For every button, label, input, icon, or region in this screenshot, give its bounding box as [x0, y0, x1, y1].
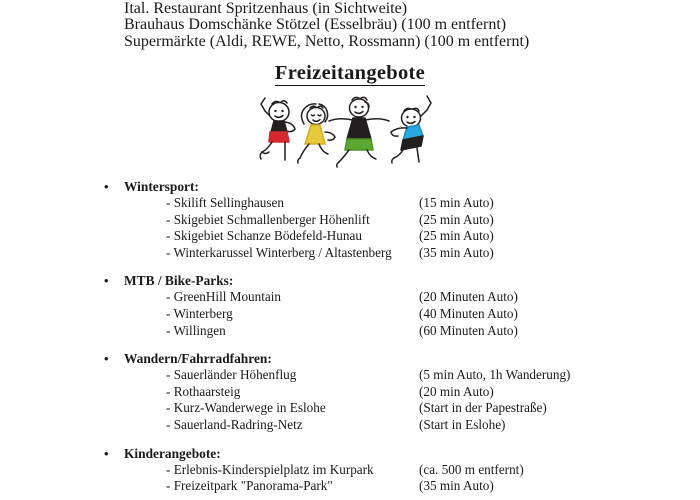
stick-figures-svg	[241, 92, 453, 170]
item-name: - Erlebnis-Kinderspielplatz im Kurpark	[166, 461, 374, 477]
list-item	[0, 384, 700, 401]
page-title	[0, 62, 700, 85]
list-item	[0, 212, 700, 229]
top-entries-block	[124, 0, 664, 49]
bullet-icon: •	[104, 445, 109, 461]
item-name: - Skigebiet Schanze Bödefeld-Hunau	[166, 228, 362, 244]
list-item	[0, 306, 700, 323]
section-header	[0, 445, 700, 462]
dancing-stick-figures-illustration	[241, 92, 453, 170]
item-note: (60 Minuten Auto)	[419, 322, 518, 338]
item-name: - GreenHill Mountain	[166, 289, 281, 305]
top-entry-row	[124, 0, 664, 16]
list-item	[0, 289, 700, 306]
item-name: - Skilift Sellinghausen	[166, 195, 284, 210]
top-entry-name: Supermärkte (Aldi, REWE, Netto, Rossmann)	[124, 32, 421, 50]
top-entry-note: (100 m entfernt)	[401, 16, 507, 34]
item-note: (20 min Auto)	[419, 383, 494, 399]
section-kinderangebote	[0, 445, 700, 495]
section-gap	[0, 261, 700, 272]
top-entry-row	[124, 16, 664, 32]
stick-figure-4	[391, 96, 431, 163]
list-item	[0, 400, 700, 417]
item-name: - Skigebiet Schmallenberger Höhenlift	[166, 211, 370, 227]
item-name: - Winterberg	[166, 305, 233, 321]
offers-section-list	[0, 178, 700, 495]
item-note: (5 min Auto, 1h Wanderung)	[419, 367, 571, 383]
section-mtb-bike-parks	[0, 272, 700, 339]
item-note: (Start in der Papestraße)	[419, 400, 547, 416]
item-note: (25 min Auto)	[419, 228, 494, 244]
list-item	[0, 228, 700, 245]
item-name: - Sauerland-Radring-Netz	[166, 416, 303, 432]
item-name: - Willingen	[166, 322, 226, 338]
list-item	[0, 478, 700, 495]
section-header	[0, 272, 700, 289]
item-note: (35 min Auto)	[419, 244, 494, 260]
item-note: (25 min Auto)	[419, 211, 494, 227]
top-entry-note: (in Sichtweite)	[312, 0, 408, 17]
bullet-icon: •	[104, 351, 109, 367]
section-header	[0, 350, 700, 367]
top-entry-name: Brauhaus Domschänke Stötzel (Esselbräu)	[124, 16, 398, 34]
stick-figure-2	[298, 104, 335, 163]
item-note: (20 Minuten Auto)	[419, 289, 518, 305]
item-name: - Rothaarsteig	[166, 383, 241, 399]
section-gap	[0, 339, 700, 350]
section-wintersport	[0, 178, 700, 261]
item-name: - Kurz-Wanderwege in Eslohe	[166, 400, 326, 416]
list-item	[0, 367, 700, 384]
list-item	[0, 417, 700, 434]
item-name: - Winterkarussel Winterberg / Altastenberg	[166, 244, 392, 260]
list-item	[0, 245, 700, 262]
bullet-icon: •	[104, 179, 109, 194]
section-wandern-fahrradfahren	[0, 350, 700, 433]
section-title: Kinderangebote:	[124, 445, 221, 461]
section-title: Wintersport:	[124, 179, 199, 194]
stick-figure-1	[260, 98, 295, 160]
item-name: - Freizeitpark "Panorama-Park"	[166, 478, 333, 494]
section-header	[0, 178, 700, 195]
item-note: (40 Minuten Auto)	[419, 305, 518, 321]
section-title: MTB / Bike-Parks:	[124, 273, 234, 289]
top-entry-row	[124, 33, 664, 49]
top-entry-name: Ital. Restaurant Spritzenhaus	[124, 0, 309, 17]
item-note: (15 min Auto)	[419, 195, 494, 210]
section-title: Wandern/Fahrradfahren:	[124, 351, 272, 367]
item-name: - Sauerländer Höhenflug	[166, 367, 297, 383]
stick-figure-3	[329, 97, 389, 167]
item-note: (ca. 500 m entfernt)	[419, 461, 524, 477]
top-entry-note: (100 m entfernt)	[424, 32, 530, 50]
list-item	[0, 462, 700, 479]
section-gap	[0, 434, 700, 445]
page-title-text: Freizeitangebote	[274, 62, 426, 84]
list-item	[0, 323, 700, 340]
list-item	[0, 195, 700, 212]
bullet-icon: •	[104, 273, 109, 289]
item-note: (Start in Eslohe)	[419, 416, 506, 432]
item-note: (35 min Auto)	[419, 478, 494, 494]
